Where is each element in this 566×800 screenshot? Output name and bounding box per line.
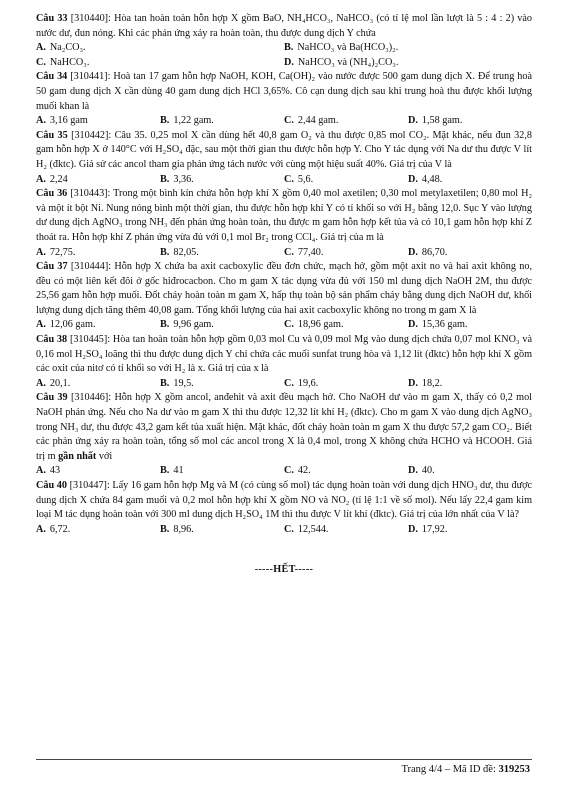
option-letter: D. <box>408 465 418 477</box>
option-text: 1,58 gam. <box>421 115 463 127</box>
answer-option <box>160 377 284 392</box>
option-text: 15,36 gam. <box>421 319 468 331</box>
question-body: [310443]: Trong một bình kín chứa hỗn hợp khí X gồm 0,40 mol axetilen; 0,30 mol metylaxetilen; 0,80 mol H₂ và một ít bột Ni. Nung nóng bình một thời gian, thu được hỗn hợp khí Y có tỉ khối so với H₂ bằng 12,0. Sục Y vào lượng dư dung dịch AgNO₃ trong NH₃ đến phản ứng hoàn toàn, thu được m gam hỗn hợp kết tủa và có 10,1 gam hỗn hợp khí Z thoát ra. Hỗn hợp khí Z phản ứng vừa đủ với 0,1 mol Br₂ trong CCl₄. Giá trị của m là <box>36 188 532 243</box>
option-letter: D. <box>408 246 418 258</box>
answer-option <box>284 246 408 261</box>
question-text <box>36 12 532 41</box>
option-text: 2,24 <box>49 173 68 185</box>
answer-options <box>36 377 532 392</box>
answer-option <box>36 41 284 56</box>
footer-divider <box>36 759 532 760</box>
option-text: 42. <box>297 465 311 477</box>
option-letter: C. <box>284 319 294 331</box>
option-letter: A. <box>36 42 46 54</box>
question-text <box>36 333 532 377</box>
page-footer <box>401 764 530 775</box>
option-letter: C. <box>284 465 294 477</box>
option-text: 6,72. <box>49 523 71 535</box>
question-body: [310445]: Hòa tan hoàn toàn hỗn hợp gồm 0,03 mol Cu và 0,09 mol Mg vào dung dịch chứa 0,07 mol KNO₃ và 0,16 mol H₂SO₄ loãng thì thu được dung dịch Y chỉ chứa các muối sunfat trung hòa và 1,12 lít (đktc) hỗn hợp khí X gồm các oxit của nitơ có tỉ khối so với H₂ là x. Giá trị của x là <box>36 334 532 375</box>
option-letter: B. <box>160 319 170 331</box>
answer-option <box>160 523 284 538</box>
question-text <box>36 129 532 173</box>
option-text: 18,2. <box>421 377 443 389</box>
answer-options <box>36 318 532 333</box>
answer-option <box>160 114 284 129</box>
question-number: Câu 38 <box>36 334 68 346</box>
question-body: [310441]: Hoà tan 17 gam hỗn hợp NaOH, KOH, Ca(OH)₂ vào nước được 500 gam dung dịch X. Để trung hoà 50 gam dung dịch X cần dùng 40 gam dung dịch HCl 3,65%. Cô cạn dung dịch sau khi trung hoà thu được khối lượng muối khan là <box>36 71 533 112</box>
answer-option <box>408 318 532 333</box>
option-text: 77,40. <box>297 246 324 258</box>
option-text: 1,22 gam. <box>173 115 214 127</box>
question-block <box>36 333 532 391</box>
question-emphasis: gần nhất <box>58 450 97 462</box>
answer-option <box>160 173 284 188</box>
question-number: Câu 39 <box>36 392 68 404</box>
question-text <box>36 479 532 523</box>
option-text: NaHCO₃ và Ba(HCO₃)₂. <box>297 42 399 54</box>
question-block <box>36 129 532 187</box>
option-letter: B. <box>160 115 170 127</box>
question-number: Câu 40 <box>36 480 67 491</box>
option-letter: C. <box>36 56 46 68</box>
option-letter: D. <box>408 115 418 127</box>
answer-option <box>408 173 532 188</box>
option-text: 12,06 gam. <box>49 319 96 331</box>
question-number: Câu 33 <box>36 13 68 24</box>
option-letter: B. <box>160 377 170 389</box>
answer-option <box>36 377 160 392</box>
option-letter: A. <box>36 319 46 331</box>
question-number: Câu 36 <box>36 188 68 200</box>
answer-option <box>408 377 532 392</box>
option-letter: B. <box>160 173 170 185</box>
option-text: 20,1. <box>49 377 71 389</box>
option-text: 8,96. <box>173 523 194 535</box>
option-letter: C. <box>284 246 294 258</box>
option-text: 5,6. <box>297 173 314 185</box>
answer-option <box>160 318 284 333</box>
option-text: 12,544. <box>297 523 329 535</box>
answer-options <box>36 173 532 188</box>
option-letter: A. <box>36 377 46 389</box>
answer-option <box>408 523 532 538</box>
answer-option <box>284 523 408 538</box>
question-list <box>36 12 532 537</box>
footer-exam-code: 319253 <box>498 764 530 775</box>
option-text: 41 <box>173 465 184 477</box>
answer-option <box>160 246 284 261</box>
option-letter: A. <box>36 173 46 185</box>
option-letter: D. <box>408 319 418 331</box>
answer-option <box>408 246 532 261</box>
option-letter: B. <box>160 523 170 535</box>
question-body: [310444]: Hỗn hợp X chứa ba axit cacboxylic đều đơn chức, mạch hở, gồm một axit no và hai axit không no, đều có một liên kết đôi ở gốc hiđrocacbon. Cho m gam X tác dụng vừa đủ với 150 ml dung dịch NaOH 2M, thu được 25,56 gam hỗn hợp muối. Đốt cháy hoàn toàn m gam X, hấp thụ toàn bộ sản phẩm cháy bằng dung dịch NaOH dư, khối lượng dung dịch tăng thêm 40,08 gam. Tổng khối lượng của hai axit cacboxylic không no trong m gam X là <box>36 261 532 316</box>
option-text: 9,96 gam. <box>173 319 214 331</box>
option-letter: C. <box>284 523 294 535</box>
question-block <box>36 12 532 70</box>
answer-option <box>160 464 284 479</box>
option-letter: C. <box>284 115 294 127</box>
answer-option <box>36 464 160 479</box>
answer-option <box>284 41 532 56</box>
answer-option <box>36 523 160 538</box>
question-number: Câu 37 <box>36 261 68 273</box>
question-body: [310447]: Lấy 16 gam hỗn hợp Mg và M (có cùng số mol) tác dụng hoàn toàn với dung dịch HNO₃ dư, thu được dung dịch X chứa 84 gam muối và 0,2 mol hỗn hợp khí X gồm NO và NO₂ (tỉ lệ 1:1 về số mol). Nếu lấy 22,4 gam kim loại M tác dụng hoàn toàn với 300 ml dung dịch H₂SO₄ 1M thì thu được V lít khí (đktc). Giá trị của lớn nhất của V là? <box>36 480 532 521</box>
option-letter: C. <box>284 173 294 185</box>
question-body: [310442]: Câu 35. 0,25 mol X cần dùng hết 40,8 gam O₂ và thu được 0,85 mol CO₂. Mặt khác, nếu đun 32,8 gam hỗn hợp X ở 140°C với H₂SO₄ đặc, sau một thời gian thu được hỗn hợp Y. Cho Y tác dụng với Na dư thu được V lít H₂ (đktc). Giả sử các ancol tham gia phản ứng tách nước với cùng một hiệu suất 40%. Giá trị của V là <box>36 129 532 170</box>
option-letter: A. <box>36 465 46 477</box>
option-letter: D. <box>408 377 418 389</box>
option-letter: B. <box>160 465 170 477</box>
answer-option <box>408 114 532 129</box>
question-block <box>36 479 532 537</box>
answer-option <box>284 464 408 479</box>
answer-options <box>36 246 532 261</box>
option-letter: A. <box>36 523 46 535</box>
option-text: 40. <box>421 465 435 477</box>
question-text <box>36 391 532 464</box>
answer-option <box>284 318 408 333</box>
answer-option <box>408 464 532 479</box>
option-letter: B. <box>160 246 170 258</box>
question-block <box>36 187 532 260</box>
question-block <box>36 70 532 128</box>
question-block <box>36 260 532 333</box>
question-number: Câu 35 <box>36 129 68 141</box>
answer-option <box>36 114 160 129</box>
option-text: Na₂CO₃. <box>49 42 86 54</box>
question-body-tail: với <box>96 450 113 462</box>
option-text: 2,44 gam. <box>297 115 339 127</box>
answer-options <box>36 523 532 538</box>
option-text: 17,92. <box>421 523 448 535</box>
end-marker: -----HẾT----- <box>254 564 314 576</box>
question-body: [310440]: Hòa tan hoàn toàn hỗn hợp X gồm BaO, NH₄HCO₃, NaHCO₃ (có tỉ lệ mol lần lượt là 5 : 4 : 2) vào nước dư, đun nóng. Khi các phản ứng xảy ra hoàn toàn, thu được dung dịch Y chứa <box>36 13 533 39</box>
answer-option <box>36 246 160 261</box>
option-letter: A. <box>36 246 46 258</box>
answer-option <box>36 318 160 333</box>
question-text <box>36 70 532 114</box>
answer-options <box>36 41 532 70</box>
answer-option <box>36 56 284 71</box>
option-letter: C. <box>284 377 294 389</box>
option-letter: D. <box>408 173 418 185</box>
option-text: 18,96 gam. <box>297 319 344 331</box>
option-letter: B. <box>284 42 294 54</box>
option-letter: D. <box>408 523 418 535</box>
answer-option <box>284 114 408 129</box>
question-block <box>36 391 532 479</box>
option-text: 86,70. <box>421 246 448 258</box>
answer-option <box>284 56 532 71</box>
answer-option <box>284 173 408 188</box>
option-letter: D. <box>284 56 294 68</box>
option-letter: A. <box>36 115 46 127</box>
option-text: NaHCO₃ và (NH₄)₂CO₃. <box>297 56 399 68</box>
option-text: NaHCO₃. <box>49 56 90 68</box>
question-number: Câu 34 <box>36 71 68 83</box>
exam-page <box>36 12 532 578</box>
option-text: 3,36. <box>173 173 194 185</box>
question-text <box>36 260 532 318</box>
option-text: 4,48. <box>421 173 443 185</box>
question-text <box>36 187 532 245</box>
option-text: 72,75. <box>49 246 76 258</box>
answer-option <box>284 377 408 392</box>
answer-options <box>36 114 532 129</box>
answer-option <box>36 173 160 188</box>
answer-options <box>36 464 532 479</box>
question-body: [310446]: Hỗn hợp X gồm ancol, anđehit và axit đều mạch hở. Cho NaOH dư vào m gam X, thấy có 0,2 mol NaOH phản ứng. Nếu cho Na dư vào m gam X thì thu được 12,32 lít khí H₂ (đktc). Cho m gam X vào dung dịch AgNO₃ trong NH₃ dư, thu được 43,2 gam kết tủa xuất hiện. Mặt khác, đốt cháy hoàn toàn m gam X thu được 57,2 gam CO₂. Biết các phản ứng xảy ra hoàn toàn, tổng số mol các ancol trong X là 0,4 mol, trong X không chứa HCHO và HCOOH. Giá trị m <box>36 392 532 462</box>
option-text: 43 <box>49 465 61 477</box>
option-text: 19,6. <box>297 377 319 389</box>
footer-page-label: Trang 4/4 – Mã ID đề: <box>401 764 499 775</box>
option-text: 3,16 gam <box>49 115 88 127</box>
option-text: 19,5. <box>173 377 194 389</box>
option-text: 82,05. <box>173 246 199 258</box>
